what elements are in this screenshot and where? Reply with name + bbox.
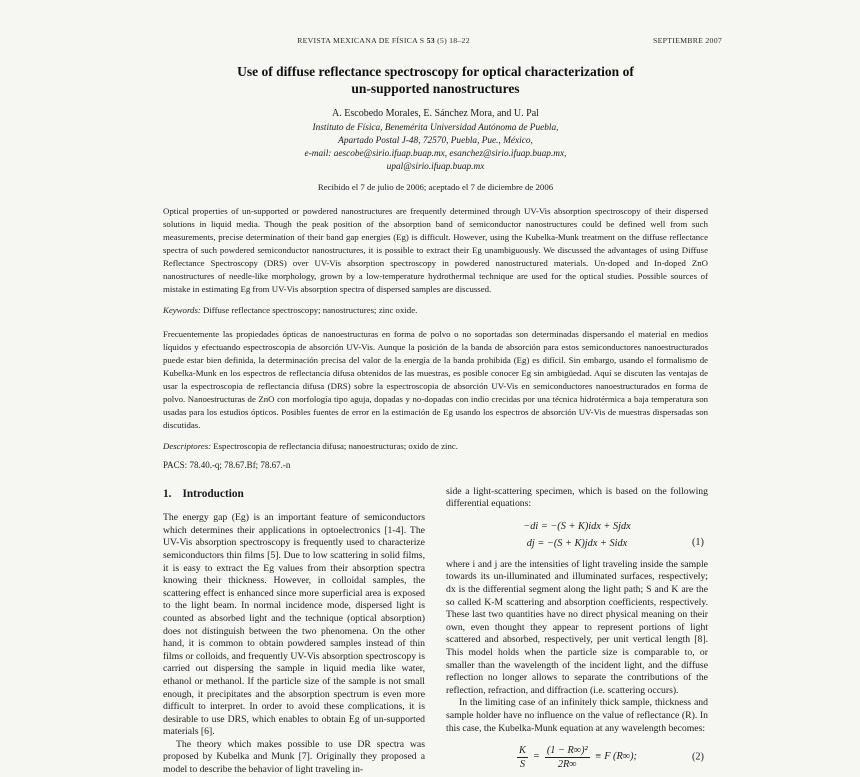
intro-paragraph-1: The energy gap (Eg) is an important feature of semiconductors which determines their applications in optoelectronics [1-4]. The UV-Vis absorption spectroscopy is frequently used to characterize semiconductors thin films [5]. Due to low scattering in solid films, it is easy to extract the Eg values from their absorption spectra knowing their thickness. However, in colloidal samples, the scattering effect is enhanced since more superficial area is exposed to the light beam. In normal incidence mode, dispersed light is counted as absorbed light and the technique (optical absorption) does not distinguish between the two phenomena. On the other hand, it is common to obtain powdered samples instead of thin films or colloids, and frequently UV-Vis absorption spectroscopy is carried out dispersing the sample in liquid media like water, ethanol or methanol. If the particle size of the sample is not small enough, it precipitates and the absorption spectrum is even more difficult to interpret. In order to avoid these complications, it is desirable to use DRS, which enables to obtain Eg of un-supported materials [6].	[163, 512, 425, 738]
section-1-number: 1.	[163, 487, 172, 500]
section-1-title: Introduction	[182, 487, 244, 500]
descriptores-label: Descriptores:	[163, 440, 212, 451]
journal-name: REVISTA MEXICANA DE FÍSICA S	[297, 36, 427, 45]
intro-paragraph-2: The theory which makes possible to use DR spectra was proposed by Kubelka and Munk [7]. Originally they proposed a model to describe the behavior of light traveling in-	[163, 738, 425, 776]
keywords-label: Keywords:	[163, 304, 201, 315]
equation-1-line-1: −di = −(S + K)idx + Sjdx	[523, 520, 631, 532]
section-1-heading	[163, 488, 425, 501]
equation-2-tail: ≡ F (R∞);	[594, 751, 637, 763]
received-line: Recibido el 7 de julio de 2006; aceptado el 7 de diciembre de 2006	[317, 182, 554, 192]
equation-2-rhs-denominator: 2R∞	[557, 759, 577, 771]
paper-title-line-1: Use of diffuse reflectance spectroscopy for optical characterization of	[237, 64, 634, 79]
limiting-case-paragraph: In the limiting case of an infinitely thick sample, thickness and sample holder have no influence on the value of reflectance (R). In this case, the Kubelka-Munk equation at any wavelength becomes:	[446, 697, 708, 734]
pacs-line: PACS: 78.40.-q; 78.67.Bf; 78.67.-n	[163, 459, 291, 470]
km-coefficients-paragraph: where i and j are the intensities of light traveling inside the sample towards its un-illuminated and illuminated surfaces, respectively; dx is the differential segment along the light path; S and K are the so called K-M scattering and absorption coefficients, respectively. These last two quantities have no direct physical meaning on their own, even thought they appear to represent portions of light scattered and absorbed, respectively, per unit vertical length [8]. This model holds when the particle size is comparable to, or smaller than the wavelength of the incident light, and the diffuse reflection no longer allows to separate the contributions of the reflection, refraction, and diffraction (i.e. scattering occurs).	[446, 558, 708, 696]
equation-2-lhs-numerator: K	[519, 745, 526, 757]
equation-2-lhs-fraction	[517, 745, 528, 770]
abstract-english: Optical properties of un-supported or powdered nanostructures are frequently determined through UV-Vis absorption spectroscopy of their dispersed solutions in liquid media. Though the peak position of the absorption band of semiconductor nanostructures could be defined well from such measurements, precise determination of their band gap energies (Eg) is difficult. However, using the Kubelka-Munk treatment on the diffuse reflectance spectra of such powdered semiconductor nanostructures, it is possible to extract their Eg unambiguously. We discussed the advantages of using Diffuse Reflectance Spectroscopy (DRS) over UV-Vis absorption spectroscopy in powdered nanostructured materials. Un-doped and In-doped ZnO nanostructures of needle-like morphology, grown by a low-temperature hydrothermal technique are used for the optical studies. Possible sources of mistake in estimating Eg from UV-Vis absorption spectra of dispersed samples are discussed.	[163, 206, 708, 294]
abstract-spanish: Frecuentemente las propiedades ópticas de nanoestructuras en forma de polvo o no soportadas son determinadas dispersando el material en medios líquidos y efectuando espectroscopia de absorción UV-Vis. Aunque la posición de la banda de absorción para estos semiconductores nanoestructurados puede estar bien definida, la determinación precisa del valor de la energía de la banda prohibida (Eg) es difícil. Sin embargo, usando el formalismo de Kubelka-Munk en los espectros de reflectancia difusa obtenidos de las muestras, es posible conocer Eg sin ambigüedad. Aquí se discuten las ventajas de usar la espectroscopia de reflectancia difusa (DRS) sobre la espectroscopia de absorción UV-Vis en semiconductores nanoestructurados en forma de polvo. Nanoestructuras de ZnO con morfología tipo aguja, dopadas y no-dopadas con indio crecidas por una técnica hidrotérmica a baja temperatura son usadas para los estudios ópticos. Posibles fuentes de error en la estimación de Eg usando los espectros de absorción UV-Vis de muestras dispersadas son discutidas.	[163, 328, 708, 430]
equation-2-rhs-numerator: (1 − R∞)²	[546, 745, 588, 757]
affiliation-email-line: e-mail: aescobe@sirio.ifuap.buap.mx, esanchez@sirio.ifuap.buap.mx,	[304, 149, 567, 159]
equation-1-number: (1)	[691, 536, 704, 548]
affiliation-block	[163, 122, 708, 174]
right-column-intro-text: side a light-scattering specimen, which is based on the following differential equations:	[446, 485, 708, 510]
page-content	[163, 36, 722, 777]
running-head	[163, 36, 722, 46]
journal-volume: 53	[426, 36, 435, 45]
keywords-line	[163, 305, 708, 315]
descriptores-line	[163, 441, 708, 451]
equation-2-lhs-denominator: S	[519, 759, 526, 771]
authors-line: A. Escobedo Morales, E. Sánchez Mora, and U. Pal	[332, 108, 539, 119]
left-column	[163, 486, 425, 777]
equation-2	[446, 745, 708, 770]
journal-issue-pages: (5) 18–22	[434, 36, 470, 45]
affiliation-email-line: upal@sirio.ifuap.buap.mx	[386, 162, 485, 172]
descriptores-text: Espectroscopia de reflectancia difusa; nanoestructuras; oxido de zinc.	[211, 440, 459, 451]
right-column	[446, 486, 708, 777]
affiliation-line: Instituto de Física, Benemérita Universidad Autónoma de Puebla,	[312, 123, 559, 133]
paper-title-line-2: un-supported nanostructures	[351, 81, 520, 96]
issue-date: SEPTIEMBRE 2007	[653, 36, 722, 45]
equation-1-line-2: dj = −(S + K)jdx + Sidx	[526, 537, 628, 549]
equation-2-equals-sign: =	[532, 751, 540, 763]
paper-title	[163, 63, 708, 97]
equation-1	[446, 518, 708, 552]
keywords-text: Diffuse reflectance spectroscopy; nanostructures; zinc oxide.	[200, 304, 418, 315]
journal-reference	[297, 36, 470, 45]
body-columns	[163, 486, 708, 777]
equation-2-rhs-fraction	[545, 745, 590, 770]
equation-2-number: (2)	[691, 751, 704, 763]
affiliation-line: Apartado Postal J-48, 72570, Puebla, Pue., México,	[338, 136, 533, 146]
